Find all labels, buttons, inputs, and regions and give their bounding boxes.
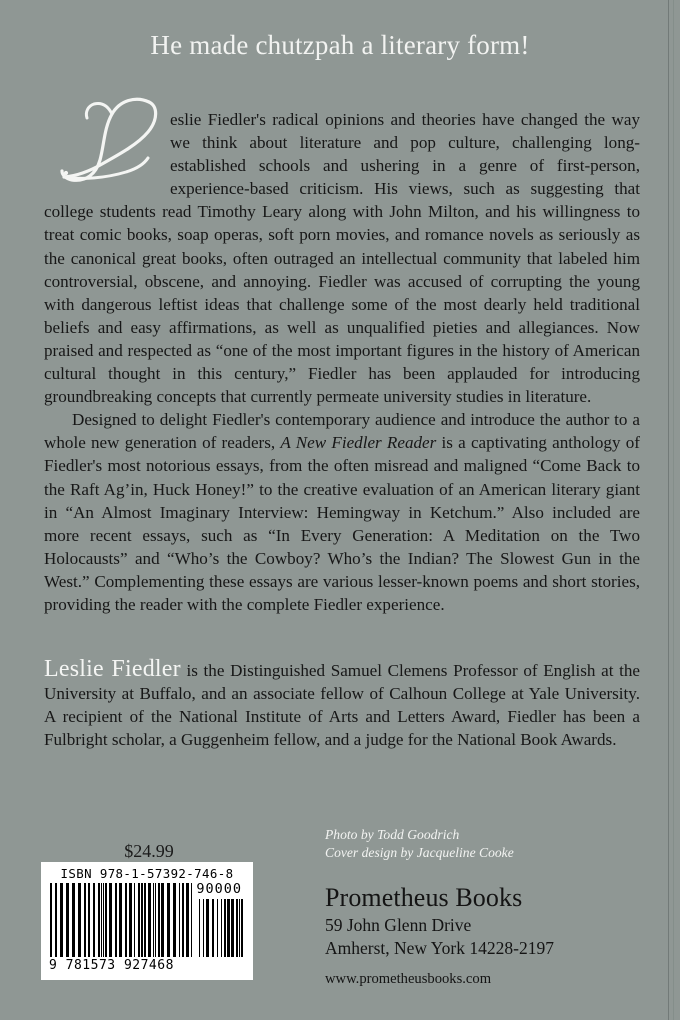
publisher-block xyxy=(325,883,554,988)
blurb-paragraph-2 xyxy=(44,408,640,616)
publisher-website[interactable]: www.prometheusbooks.com xyxy=(325,971,492,987)
publisher-name: Prometheus Books xyxy=(325,883,523,912)
author-name: Leslie Fiedler xyxy=(44,656,181,682)
cover-design-credit: Cover design by Jacqueline Cooke xyxy=(325,845,514,860)
blurb-paragraph-2-tail: is a captivating anthology of Fiedler's most notorious essays, from the often misread and maligned “Come Back to the Raft Ag’in, Huck Honey!” to the creative evaluation of an American literary giant in “An Almost Imaginary Interview: Hemingway in Ketchum.” Also included are more recent essays, such as “In Every Generation: A Meditation on the Two Holocausts” and “Who’s the Cowboy? Who’s the Indian? The Slowest Gun in the West.” Complementing these essays are various lesser-known poems and short stories, providing the reader with the complete Fiedler experience. xyxy=(44,433,640,614)
barcode-bars-row xyxy=(48,883,246,957)
book-title-italic: A New Fiedler Reader xyxy=(280,433,437,453)
publisher-street: 59 John Glenn Drive xyxy=(325,915,472,935)
blurb-paragraph-2-lead: Designed to delight Fiedler's contemporary audience and introduce the author to a whole new generation of readers, xyxy=(44,410,640,453)
barcode-addon-digits: 90000 xyxy=(196,881,242,897)
spine-edge-line xyxy=(673,0,674,1020)
price-label: $24.99 xyxy=(124,841,174,861)
isbn-number: ISBN 978-1-57392-746-8 xyxy=(60,866,234,881)
blurb-paragraph-1 xyxy=(44,108,640,408)
barcode-bars-addon xyxy=(199,899,244,957)
barcode-ean-digits: 9 781573 927468 xyxy=(49,958,174,973)
barcode-bars-main xyxy=(50,883,193,957)
dropcap-text-wrap-spacer xyxy=(44,108,170,180)
cover-credits xyxy=(325,826,514,862)
publisher-city-state-zip: Amherst, New York 14228-2197 xyxy=(325,938,554,958)
blurb-column xyxy=(44,108,640,616)
author-bio xyxy=(44,658,640,751)
photo-credit: Photo by Todd Goodrich xyxy=(325,827,460,842)
spine-fold-line xyxy=(668,0,669,1020)
page-headline: He made chutzpah a literary form! xyxy=(150,30,530,60)
blurb-paragraph-1-text: eslie Fiedler's radical opinions and theories have changed the way we think about literature and pop culture, challenging long-established schools and ushering in a genre of first-person, experience-based criticism. His views, such as suggesting that college students read Timothy Leary along with John Milton, and his willingness to treat comic books, soap operas, soft porn movies, and romance novels as seriously as the canonical great books, often outraged an intellectual community that labeled him controversial, obscene, and annoying. Fiedler was accused of corrupting the young with dangerous leftist ideas that challenge some of the most dearly held traditional beliefs and easy affirmations, as well as unqualified pieties and allegiances. Now praised and respected as “one of the most important figures in the history of American cultural thought in this century,” Fiedler has been applauded for introducing groundbreaking concepts that currently permeate university studies in literature. xyxy=(44,110,640,407)
isbn-barcode xyxy=(41,862,253,980)
author-bio-text: is the Distinguished Samuel Clemens Professor of English at the University at Buffalo, and an associate fellow of Calhoun College at Yale University. A recipient of the National Institute of Arts and Letters Award, Fiedler has been a Fulbright scholar, a Guggenheim fellow, and a judge for the National Book Awards. xyxy=(44,661,641,750)
